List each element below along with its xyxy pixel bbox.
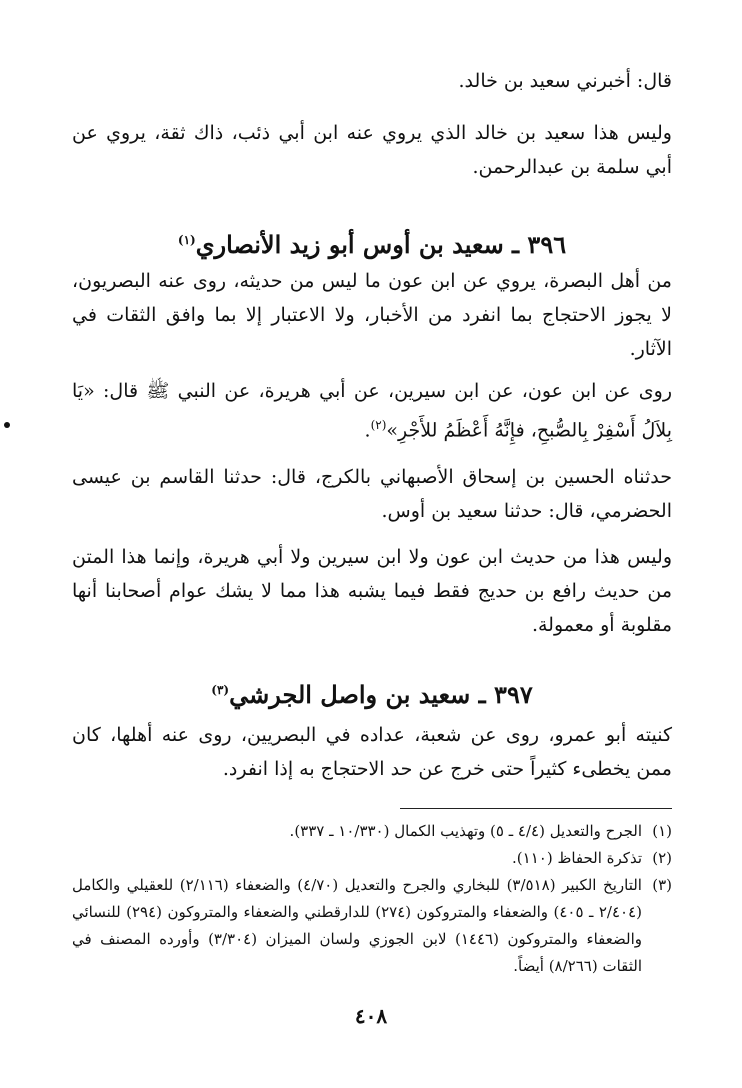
- footnote-ref-3: (٣): [211, 683, 230, 697]
- footnote-ref-1: (١): [177, 233, 196, 247]
- paragraph-6: وليس هذا من حديث ابن عون ولا ابن سيرين ولا أبي هريرة، وإنما هذا المتن من حديث رافع بن حديج فقط فيما يشبه هذا مما لا يشك عوام أصحابنا أنها مقلوبة أو معمولة.: [72, 546, 672, 636]
- paragraph-7: كنيته أبو عمرو، روى عن شعبة، عداده في البصريين، روى عنه أهلها، كان ممن يخطىء كثيراً حتى خرج عن حد الاحتجاج به إذا انفرد.: [72, 724, 672, 780]
- footnote-text: تذكرة الحفاظ (١١٠).: [512, 849, 642, 867]
- entry-heading-396: [72, 222, 672, 263]
- footnote-separator: [400, 808, 672, 809]
- paragraph-3: من أهل البصرة، يروي عن ابن عون ما ليس من حديثه، روى عنه البصريون، لا يجوز الاحتجاج بما انفرد من الأخبار، ولا الاعتبار إلا بما وافق الثقات في الآثار.: [72, 270, 672, 360]
- paragraph-5: حدثناه الحسين بن إسحاق الأصبهاني بالكرج، قال: حدثنا القاسم بن عيسى الحضرمي، قال: حدثنا سعيد بن أوس.: [72, 466, 672, 522]
- entry-heading-397: [72, 672, 672, 713]
- footnote-1: [72, 818, 672, 845]
- paragraph-1: قال: أخبرني سعيد بن خالد.: [458, 70, 672, 92]
- footnote-2: [72, 845, 672, 872]
- footnote-ref-2: (٢): [370, 418, 387, 432]
- footnotes: [72, 818, 672, 980]
- footnote-number: (٣): [652, 876, 672, 894]
- hadith-end: .: [364, 419, 371, 442]
- footnote-number: (٢): [652, 849, 672, 867]
- margin-dot: [4, 422, 10, 428]
- footnote-text: الجرح والتعديل (٤/٤ ـ ٥) وتهذيب الكمال (١٠/٣٣٠ ـ ٣٣٧).: [289, 822, 642, 840]
- paragraph-2: وليس هذا سعيد بن خالد الذي يروي عنه ابن أبي ذئب، ذاك ثقة، يروي عن أبي سلمة بن عبدالرحمن.: [72, 122, 672, 178]
- footnote-number: (١): [652, 822, 672, 840]
- paragraph-4: [72, 374, 672, 447]
- footnote-text: التاريخ الكبير (٣/٥١٨) للبخاري والجرح والتعديل (٤/٧٠) والضعفاء (٢/١١٦) للعقيلي والكامل (٢/٤٠٤ ـ ٤٠٥) والضعفاء والمتروكون (٢٧٤) للدارقطني والضعفاء والمتروكون (٢٩٤) للنسائي والضعفاء والمتروكون (١٤٤٦) لابن الجوزي ولسان الميزان (٣/٣٠٤) وأورده المصنف في الثقات (٨/٢٦٦) أيضاً.: [72, 876, 642, 975]
- page-number: ٤٠٨: [354, 1004, 388, 1028]
- heading-text: ٣٩٦ ـ سعيد بن أوس أبو زيد الأنصاري: [195, 230, 567, 259]
- heading-text: ٣٩٧ ـ سعيد بن واصل الجرشي: [229, 680, 533, 709]
- footnote-3: [72, 872, 672, 980]
- hadith-text: روى عن ابن عون، عن ابن سيرين، عن أبي هريرة، عن النبي ﷺ قال: «يَا بِلاَلُ أَسْفِرْ بِالصُّبحِ، فإِنَّهُ أَعْظَمُ للأَجْرِ»: [72, 380, 672, 442]
